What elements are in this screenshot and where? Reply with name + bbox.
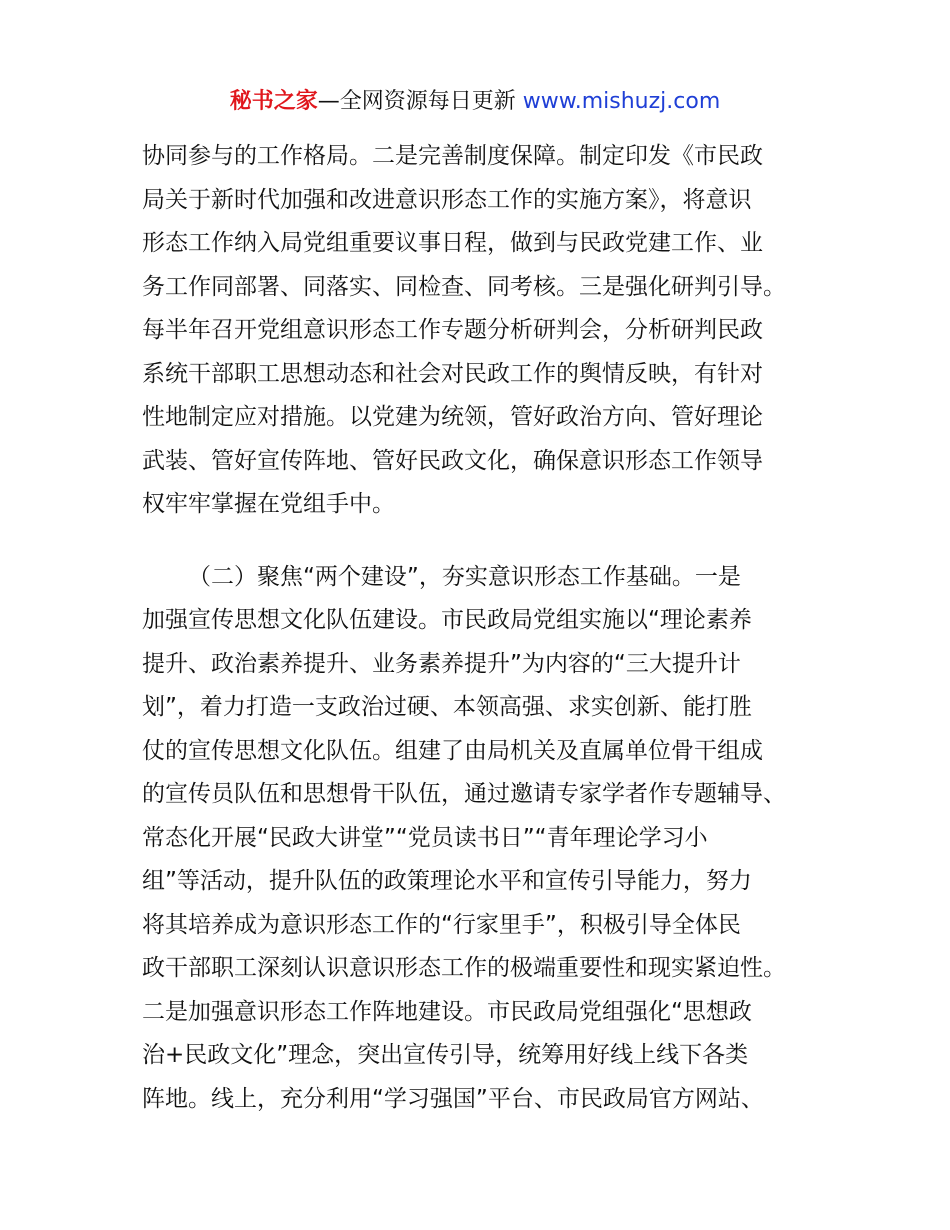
text-line: 划”，着力打造一支政治过硬、本领高强、求实创新、能打胜 xyxy=(142,694,752,720)
text-line: 的宣传员队伍和思想骨干队伍，通过邀请专家学者作专题辅导、 xyxy=(142,781,786,807)
text-line: 性地制定应对措施。以党建为统领，管好政治方向、管好理论 xyxy=(142,404,763,430)
text-line: 组”等活动，提升队伍的政策理论水平和宣传引导能力，努力 xyxy=(142,868,752,894)
text-line: 加强宣传思想文化队伍建设。市民政局党组实施以“理论素养 xyxy=(142,607,752,633)
text-line: 协同参与的工作格局。二是完善制度保障。制定印发《市民政 xyxy=(142,143,763,169)
text-line: 政干部职工深刻认识意识形态工作的极端重要性和现实紧迫性。 xyxy=(142,955,786,981)
text-line: 常态化开展“民政大讲堂”“党员读书日”“青年理论学习小 xyxy=(142,824,708,851)
text-line: 务工作同部署、同落实、同检查、同考核。三是强化研判引导。 xyxy=(142,273,786,300)
website-url[interactable]: www.mishuzj.com xyxy=(522,89,721,114)
text-line: 形态工作纳入局党组重要议事日程，做到与民政党建工作、业 xyxy=(142,230,763,256)
text-line: 治+民政文化”理念，突出宣传引导，统筹用好线上线下各类 xyxy=(142,1042,749,1068)
text-line: 权牢牢掌握在党组手中。 xyxy=(142,491,395,517)
text-line: 每半年召开党组意识形态工作专题分析研判会，分析研判民政 xyxy=(142,317,763,343)
text-line: 局关于新时代加强和改进意识形态工作的实施方案》，将意识 xyxy=(142,186,752,213)
text-line: 仗的宣传思想文化队伍。组建了由局机关及直属单位骨干组成 xyxy=(142,737,763,764)
brand-name: 秘书之家 xyxy=(229,89,318,114)
section-heading-line: （二）聚焦“两个建设”，夯实意识形态工作基础。一是 xyxy=(188,563,741,590)
document-body xyxy=(142,135,822,1121)
text-line: 阵地。线上，充分利用“学习强国”平台、市民政局官方网站、 xyxy=(142,1085,764,1112)
text-line: 将其培养成为意识形态工作的“行家里手”，积极引导全体民 xyxy=(142,911,741,938)
text-line: 武装、管好宣传阵地、管好民政文化，确保意识形态工作领导 xyxy=(142,447,763,474)
text-line: 提升、政治素养提升、业务素养提升”为内容的“三大提升计 xyxy=(142,650,741,677)
header-tagline: —全网资源每日更新 xyxy=(317,89,523,114)
page-header xyxy=(0,88,950,116)
text-line: 二是加强意识形态工作阵地建设。市民政局党组强化“思想政 xyxy=(142,998,752,1025)
text-line: 系统干部职工思想动态和社会对民政工作的舆情反映，有针对 xyxy=(142,360,763,387)
